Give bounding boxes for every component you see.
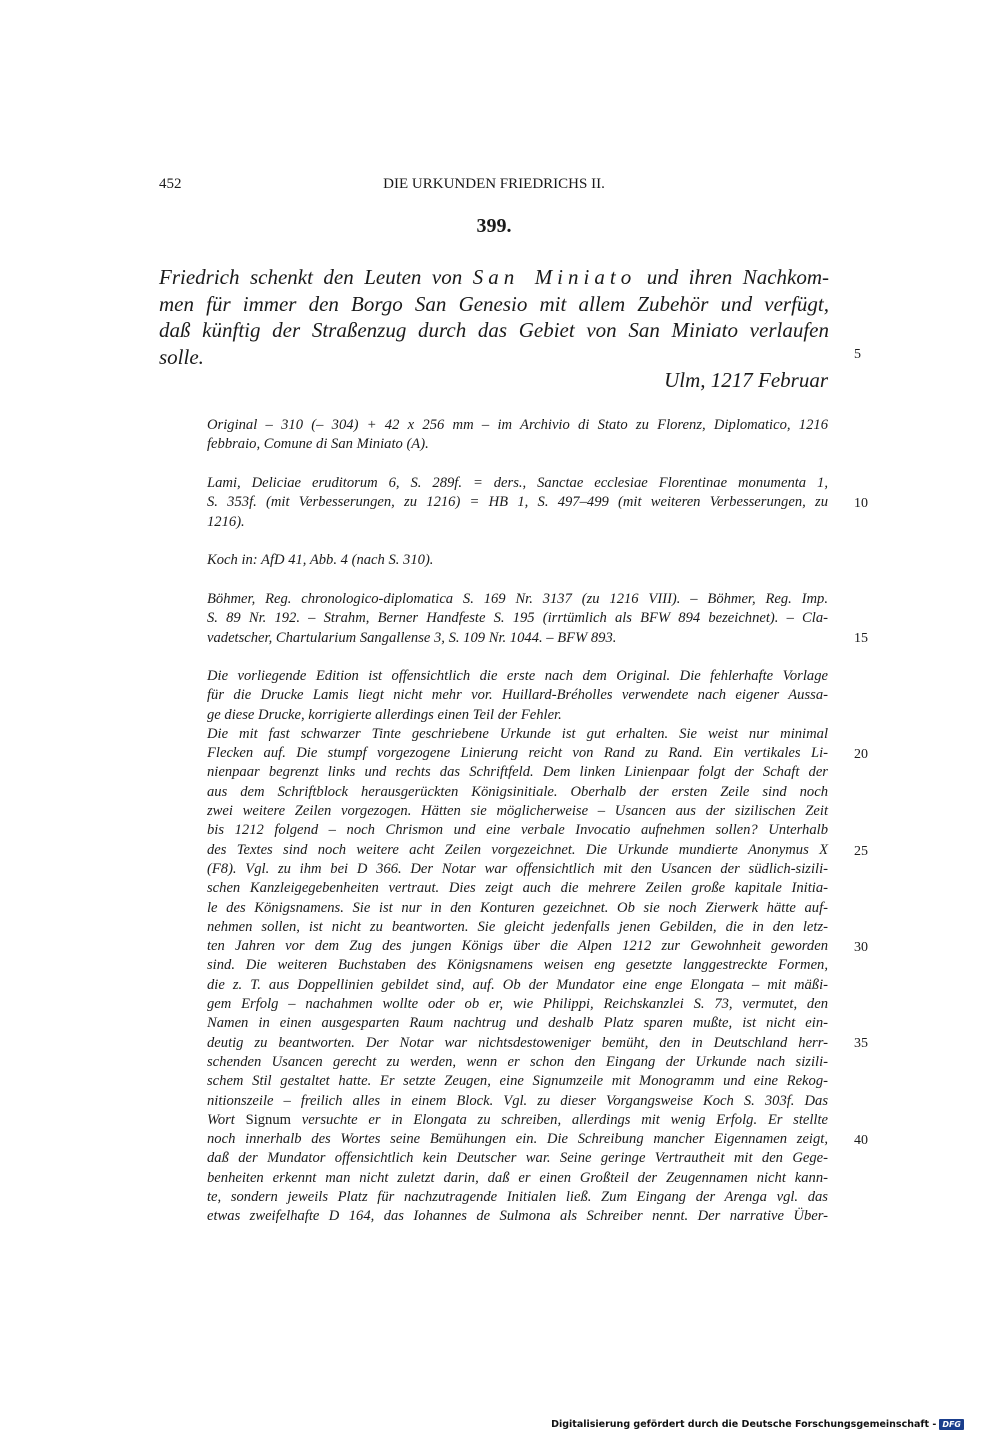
apparatus-line: sind. Die weiteren Buchstaben des Königsnamens weisen eng gesetzte langgestreckte Formen, (207, 957, 828, 974)
apparatus-regesta (207, 590, 828, 648)
regest-line: Friedrich schenkt den Leuten von San Miniato und ihren Nachkom- (159, 265, 830, 289)
apparatus-line: schem Stil gestaltet hatte. Er setzte Zeugen, eine Signumzeile mit Monogramm und eine Rekog- (207, 1073, 828, 1090)
regest-line: solle. (159, 344, 204, 369)
dateline: Ulm, 1217 Februar (664, 368, 828, 392)
apparatus-line: gem Erfolg – nachahmen wollte oder ob er, wie Philippi, Reichskanzlei S. 73, vermutet, den (207, 996, 828, 1013)
running-title: DIE URKUNDEN FRIEDRICHS II. (383, 176, 605, 192)
apparatus-line: die z. T. aus Doppellinien gebildet sind, auf. Ob der Mundator eine enge Elongata – mit mäßi- (207, 976, 828, 993)
apparatus-line: Die vorliegende Edition ist offensichtlich die erste nach dem Original. Die fehlerhafte Vorlage (207, 668, 828, 684)
apparatus-line: schenden Usancen gerecht zu werden, wenn er schon den Eingang der Urkunde nach sizili- (207, 1053, 828, 1070)
apparatus-line: te, sondern jeweils Platz für nachzutragende Initialen ließ. Zum Eingang der Arenga vgl. das (207, 1189, 828, 1206)
apparatus-line: schen Kanzleigegebenheiten vertraut. Dies zeigt auch die mehrere Zeilen große kapitale Initia- (207, 880, 828, 897)
apparatus-line: vadetscher, Chartularium Sangallense 3, S. 109 Nr. 1044. – BFW 893. (207, 629, 617, 646)
apparatus-commentary (207, 667, 828, 1227)
apparatus-line: noch innerhalb des Wortes seine Bemühungen ein. Die Schreibung mancher Eigennamen zeigt, (207, 1131, 828, 1148)
apparatus-line: 1216). (207, 513, 245, 530)
apparatus-line: Original – 310 (– 304) + 42 x 256 mm – im Archivio di Stato zu Florenz, Diplomatico, 1216 (207, 417, 828, 433)
line-number: 30 (854, 940, 868, 955)
apparatus-line: Die mit fast schwarzer Tinte geschriebene Urkunde ist gut erhalten. Sie weist nur minimal (207, 725, 828, 742)
place-name: San Miniato (472, 265, 637, 289)
apparatus-line: daß der Mundator offensichtlich kein Deutscher war. Seine geringe Vertrautheit mit den Gege- (207, 1150, 828, 1167)
apparatus-line: nehmen sollen, ist nicht zu beantworten. Sie gleicht jedenfalls jenen Gebilden, die in den letz- (207, 918, 828, 935)
apparatus-line: aus dem Schriftblock herausgerückten Königsinitiale. Oberhalb der ersten Zeile sind noch (207, 783, 828, 800)
apparatus-line: für die Drucke Lamis liegt nicht mehr vor. Huillard-Bréholles verwendete nach eigener Aussa- (207, 687, 828, 704)
line-number: 25 (854, 844, 868, 859)
apparatus-line: Namen in einen ausgesparten Raum nachtrug und deshalb Platz sparen mußte, ist nicht ein- (207, 1015, 828, 1032)
apparatus-line: benheiten erkennt man nicht zuletzt darin, daß er einen Großteil der Zeugennamen nicht kann- (207, 1169, 828, 1186)
funding-footer (551, 1419, 964, 1430)
regest-line: daß künftig der Straßenzug durch das Gebiet von San Miniato verlaufen (159, 318, 829, 342)
apparatus-line: etwas zweifelhafte D 164, das Iohannes de Sulmona als Schreiber nennt. Der narrative Über- (207, 1208, 828, 1225)
apparatus-line: (F8). Vgl. zu ihm bei D 366. Der Notar war offensichtlich mit den Usancen der südlich-sizili- (207, 860, 828, 877)
line-number: 15 (854, 631, 868, 646)
document-number: 399. (476, 215, 512, 237)
line-number: 20 (854, 747, 868, 762)
apparatus-line: ge diese Drucke, korrigierte allerdings einen Teil der Fehler. (207, 706, 562, 723)
line-number: 5 (854, 347, 861, 362)
apparatus-line: Koch in: AfD 41, Abb. 4 (nach S. 310). (207, 552, 434, 568)
apparatus-original (207, 416, 828, 455)
apparatus-line: Böhmer, Reg. chronologico-diplomatica S. 169 Nr. 3137 (zu 1216 VIII). – Böhmer, Reg. Imp. (207, 591, 828, 607)
apparatus-line: Flecken auf. Die stumpf vorgezogene Linierung reicht von Rand zu Rand. Ein vertikales Li- (207, 745, 828, 762)
page-number: 452 (159, 176, 182, 192)
line-number: 10 (854, 496, 868, 511)
apparatus-line: nienpaar begrenzt links und rechts das Schriftfeld. Dem linken Linienpaar folgt der Schaft der (207, 764, 828, 781)
apparatus-line: S. 353f. (mit Verbesserungen, zu 1216) = HB 1, S. 497–499 (mit weiteren Verbesserungen, zu (207, 494, 828, 511)
apparatus-line: zwei weitere Zeilen vorgezogen. Hätten sie möglicherweise – Usancen aus der sizilischen Zeit (207, 803, 828, 820)
apparatus-line: le des Königsnamens. Sie ist nur in den Konturen gezeichnet. Ob sie noch Zierwerk hätte auf- (207, 899, 828, 916)
apparatus-line: nitionszeile – freilich alles in einem Block. Vgl. zu dieser Vorgangsweise Koch S. 303f. Das (207, 1092, 828, 1109)
apparatus-line: Lami, Deliciae eruditorum 6, S. 289f. = ders., Sanctae ecclesiae Florentinae monumenta 1, (207, 475, 828, 491)
signum-word: Signum (245, 1111, 291, 1128)
apparatus-line: deutig zu beantworten. Der Notar war nichtsdestoweniger bemüht, den in Deutschland herr- (207, 1034, 828, 1051)
regest-line: men für immer den Borgo San Genesio mit allem Zubehör und verfügt, (159, 291, 829, 316)
apparatus-line: febbraio, Comune di San Miniato (A). (207, 436, 429, 453)
footer-text: Digitalisierung gefördert durch die Deutsche Forschungsgemeinschaft - (551, 1419, 937, 1430)
apparatus-line: ten Jahren vor dem Zug des jungen Königs über die Alpen 1212 zur Gewohnheit geworden (207, 938, 828, 955)
apparatus-line: S. 89 Nr. 192. – Strahm, Berner Handfeste S. 195 (irrtümlich als BFW 894 bezeichnet). – Cla- (207, 610, 828, 627)
regest (159, 264, 829, 370)
line-number: 35 (854, 1036, 868, 1051)
line-number: 40 (854, 1133, 868, 1148)
apparatus-line: Wort Signum versuchte er in Elongata zu schreiben, allerdings mit wenig Erfolg. Er stellte (207, 1111, 829, 1128)
apparatus-line: bis 1212 folgend – noch Chrismon und eine verbale Invocatio aufnehmen sollen? Unterhalb (207, 822, 828, 839)
dfg-logo: DFG (939, 1419, 964, 1430)
apparatus-facsimile (207, 551, 828, 570)
apparatus-line: des Textes sind noch weitere acht Zeilen vorgezeichnet. Die Urkunde mundierte Anonymus X (207, 841, 828, 858)
apparatus-editions (207, 474, 828, 532)
